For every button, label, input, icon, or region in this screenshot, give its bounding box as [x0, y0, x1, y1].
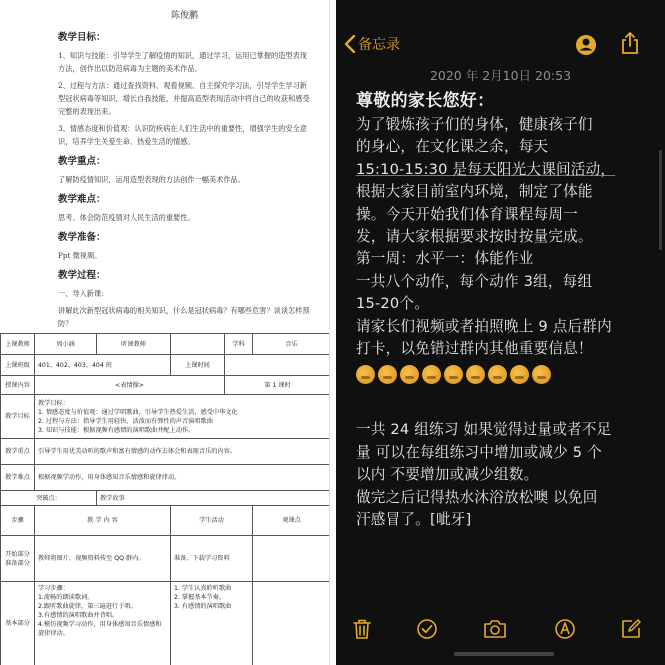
basic-content: 学习步骤： 1.流畅的朗读歌词。 2.跟听歌曲旋律，第三遍进行于唱。 3.有感情的演唱歌曲并背唱。 4.模仿视频学习动作，用身体感知音乐情感和旋律律动。 [35, 582, 171, 665]
note-line: 第一周：水平一：体能作业 [356, 250, 534, 268]
time-value [225, 355, 331, 376]
markup-icon [554, 618, 576, 640]
note-line: 为了锻炼孩子们的身体，健康孩子们 [356, 116, 593, 133]
process-paragraph: 一、导入新课： [58, 289, 109, 298]
mentor-value [171, 334, 225, 355]
emoji-icon [422, 365, 441, 384]
note-line: 15-20个。 [356, 295, 429, 313]
period-value: 第 1 课时 [225, 376, 331, 395]
note-line: 一共 24 组练习 如果觉得过量或者不足 [356, 421, 612, 439]
subject-value: 音乐 [253, 334, 331, 355]
key-cell: 引导学生用优美动听的歌声和富有情感的动作去体会和表现音乐的内容。 [35, 439, 331, 465]
checklist-button[interactable] [416, 618, 438, 644]
class-label: 上课班级 [1, 355, 35, 376]
lesson-table-document [0, 333, 330, 665]
goal-label: 教学目标 [1, 395, 35, 439]
compose-icon [620, 618, 642, 640]
section-heading-key-points: 教学重点： [58, 156, 106, 167]
mentor-label: 听课教师 [97, 334, 171, 355]
notes-app-screen [336, 0, 665, 665]
emoji-icon [532, 365, 551, 384]
note-line: 打卡，以免错过群内其他重要信息！ [356, 340, 593, 358]
note-line: 发，请大家根据要求按时按量完成。 [356, 228, 593, 246]
camera-icon [483, 618, 507, 640]
time-label: 上课时间 [171, 355, 225, 376]
difficulty-paragraph: 思考、体会防范疫情对人民生活的重要性。 [58, 213, 195, 222]
emoji-icon [444, 365, 463, 384]
emoji-icon [378, 365, 397, 384]
note-line: 操。今天开始我们体育课程每周一 [356, 205, 578, 223]
goal-cell: 教学目标： 1. 情感态度与价值观：通过学唱歌曲，引导学生热爱生活，感受中华文化 2. 过程与方法：指导学生用轻快、活泼而有弹性的声音演唱歌曲 3. 知识与技能：根据视频有感情的演唱歌曲并配上动作。 [35, 395, 331, 439]
observation-header: 观课点 [253, 506, 331, 536]
goal-paragraph: 3、情感态度和价值观：认识防疾病在人们生活中的重要性，增强学生的安全意识，培养学生关爱生命、热爱生活的情感。 [58, 124, 307, 146]
note-title: 尊敬的家长您好： [356, 91, 495, 111]
person-share-icon [574, 33, 598, 57]
teacher-label: 上课教师 [1, 334, 35, 355]
goal-paragraph: 2、过程与方法：通过查找资料、观看视频、自主探究学习法，引导学生学习新型冠状病毒等知识，增长自我技能，并提高造型表现活动中将自己的收获和感受完整的表现出来。 [58, 81, 310, 116]
note-line-time-link[interactable]: 15:10-15:30 是每天阳光大课间活动， [356, 160, 616, 178]
document-author: 陈俊鹏 [170, 11, 198, 21]
opening-observation [253, 536, 331, 582]
method-label: 突破点： [1, 491, 97, 506]
note-line: 一共八个动作，每个动作 3组，每组 [356, 272, 593, 290]
content-label: 授课内容 [1, 376, 35, 395]
subject-label: 学科 [225, 334, 253, 355]
note-line: 根据大家目前室内环境，制定了体能 [356, 183, 593, 201]
class-value: 401、402、403、404 班 [35, 355, 171, 376]
student-activity-header: 学生活动 [171, 506, 253, 536]
key-label: 教学重点 [1, 439, 35, 465]
section-heading-process: 教学过程： [58, 270, 106, 281]
emoji-icon [400, 365, 419, 384]
basic-student: 1. 学生认真聆听歌曲 2. 掌握基本节奏。 3. 有感情的演唱歌曲 [171, 582, 253, 665]
note-line: 请家长们视频或者拍照晚上 9 点后群内 [356, 317, 612, 335]
basic-step-label: 基本部分 [1, 582, 35, 665]
note-line: 汗感冒了。[呲牙] [356, 511, 472, 529]
note-line: 量 可以在每组练习中增加或减少 5 个 [356, 443, 602, 461]
section-heading-difficulties: 教学难点： [58, 194, 106, 205]
chevron-left-icon [344, 35, 356, 53]
opening-step-label: 开始部分准备部分 [1, 536, 35, 582]
goal-paragraph: 1、知识与技能：引导学生了解疫情的知识，通过学习，运用已掌握的造型表现方法，创作出以防范病毒为主题的美术作品。 [58, 51, 307, 73]
preparation-paragraph: Ppt 微视频。 [58, 251, 102, 260]
lesson-plan-table [0, 333, 330, 665]
scroll-indicator[interactable] [659, 150, 662, 250]
basic-observation [253, 582, 331, 665]
back-button[interactable] [344, 34, 400, 54]
opening-student: 准备、下载学习资料 [171, 536, 253, 582]
trash-icon [352, 618, 372, 640]
markup-button[interactable] [554, 618, 576, 644]
difficulty-cell: 根据视频学动作，用身体感知音乐情感和旋律律动。 [35, 465, 331, 491]
step-header: 步骤 [1, 506, 35, 536]
section-heading-preparation: 教学准备： [58, 232, 106, 243]
navigation-bar [336, 0, 665, 60]
compose-button[interactable] [620, 618, 642, 644]
home-indicator[interactable] [454, 652, 554, 656]
method-value: 教学故事 [97, 491, 331, 506]
emoji-icon [510, 365, 529, 384]
emoji-row [356, 362, 656, 386]
note-line: 以内 不要增加或减少组数。 [356, 466, 539, 484]
share-note-button[interactable] [574, 33, 598, 61]
note-line: 做完之后记得热水沐浴放松噢 以免回 [356, 488, 598, 506]
back-label: 备忘录 [358, 37, 400, 53]
emoji-icon [466, 365, 485, 384]
bottom-toolbar [336, 614, 665, 644]
opening-content: 教师将图片、视频资料传至 QQ 群内。 [35, 536, 171, 582]
note-timestamp: 2020 年 2月10日 20:53 [429, 68, 572, 83]
note-body[interactable] [356, 88, 656, 532]
checklist-icon [416, 618, 438, 640]
section-heading-goals: 教学目标： [58, 32, 106, 43]
process-paragraph: 讲解此次新型冠状病毒的相关知识，什么是冠状病毒？有哪些危害？谈谈怎样预防？ [58, 306, 310, 328]
difficulty-label: 教学难点 [1, 465, 35, 491]
share-button[interactable] [620, 31, 640, 59]
share-icon [620, 31, 640, 55]
delete-button[interactable] [352, 618, 372, 644]
note-line: 的身心，在文化课之余，每天 [356, 138, 549, 156]
emoji-icon [356, 365, 375, 384]
lesson-plan-document [0, 0, 330, 330]
camera-button[interactable] [483, 618, 507, 644]
content-value: <表情操> [35, 376, 225, 395]
content-header: 教 学 内 容 [35, 506, 171, 536]
key-point-paragraph: 了解防疫情知识，运用造型表现的方法创作一幅美术作品。 [58, 175, 245, 184]
teacher-value: 周小涵 [35, 334, 97, 355]
emoji-icon [488, 365, 507, 384]
